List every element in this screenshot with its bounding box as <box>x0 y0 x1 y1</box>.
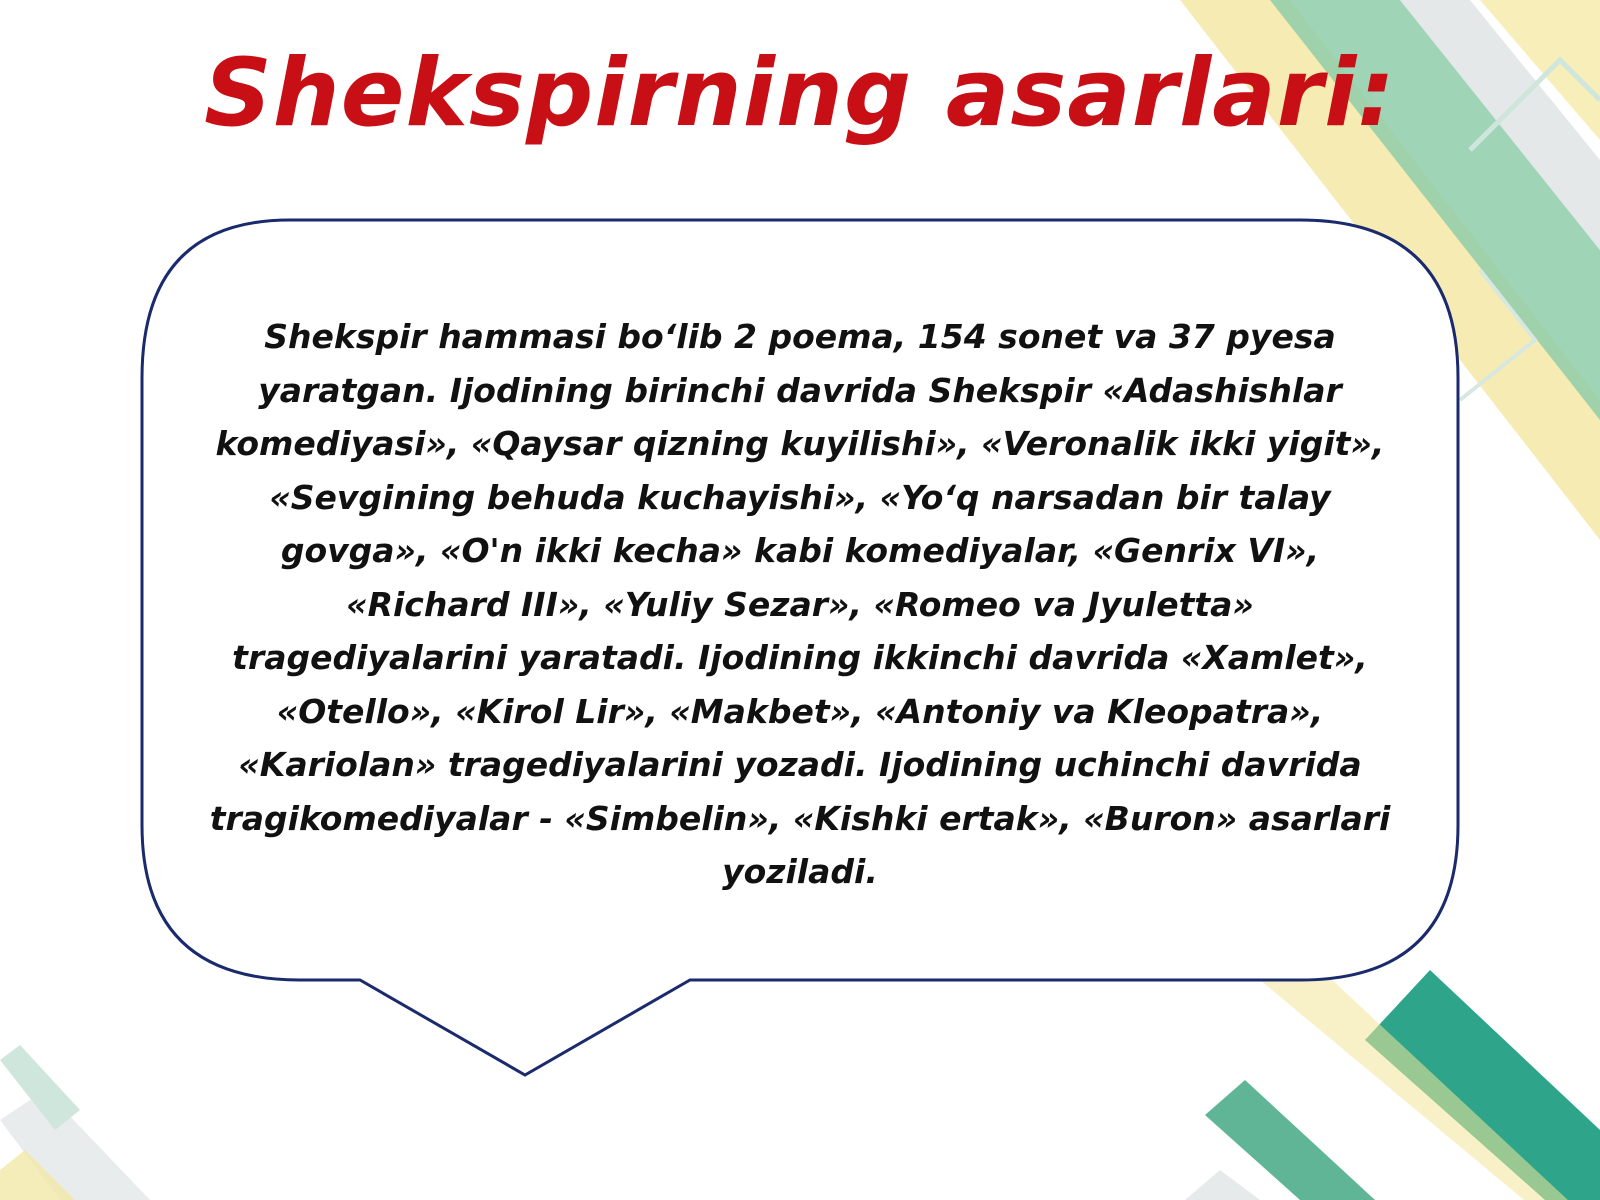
body-paragraph: Shekspir hammasi bo‘lib 2 poema, 154 sonet va 37 pyesa yaratgan. Ijodining birinchi davrida Shekspir «Adashishlar komediyasi», «Qaysar qizning kuyilishi», «Veronalik ikki yigit», «Sevgining behuda kuchayishi», «Yo‘q narsadan bir talay govga», «O'n ikki kecha» kabi komediyalar, «Genrix VI», «Richard III», «Yuliy Sezar», «Romeo va Jyuletta» tragediyalarini yaratadi. Ijodining ikkinchi davrida «Xamlet», «Otello», «Kirol Lir», «Makbet», «Antoniy va Kleopatra», «Kariolan» tragediyalarini yozadi. Ijodining uchinchi davrida tragikomediyalar - «Simbelin», «Kishki ertak», «Buron» asarlari yoziladi. <box>209 317 1391 891</box>
slide-title: Shekspirning asarlari: <box>204 39 1396 148</box>
